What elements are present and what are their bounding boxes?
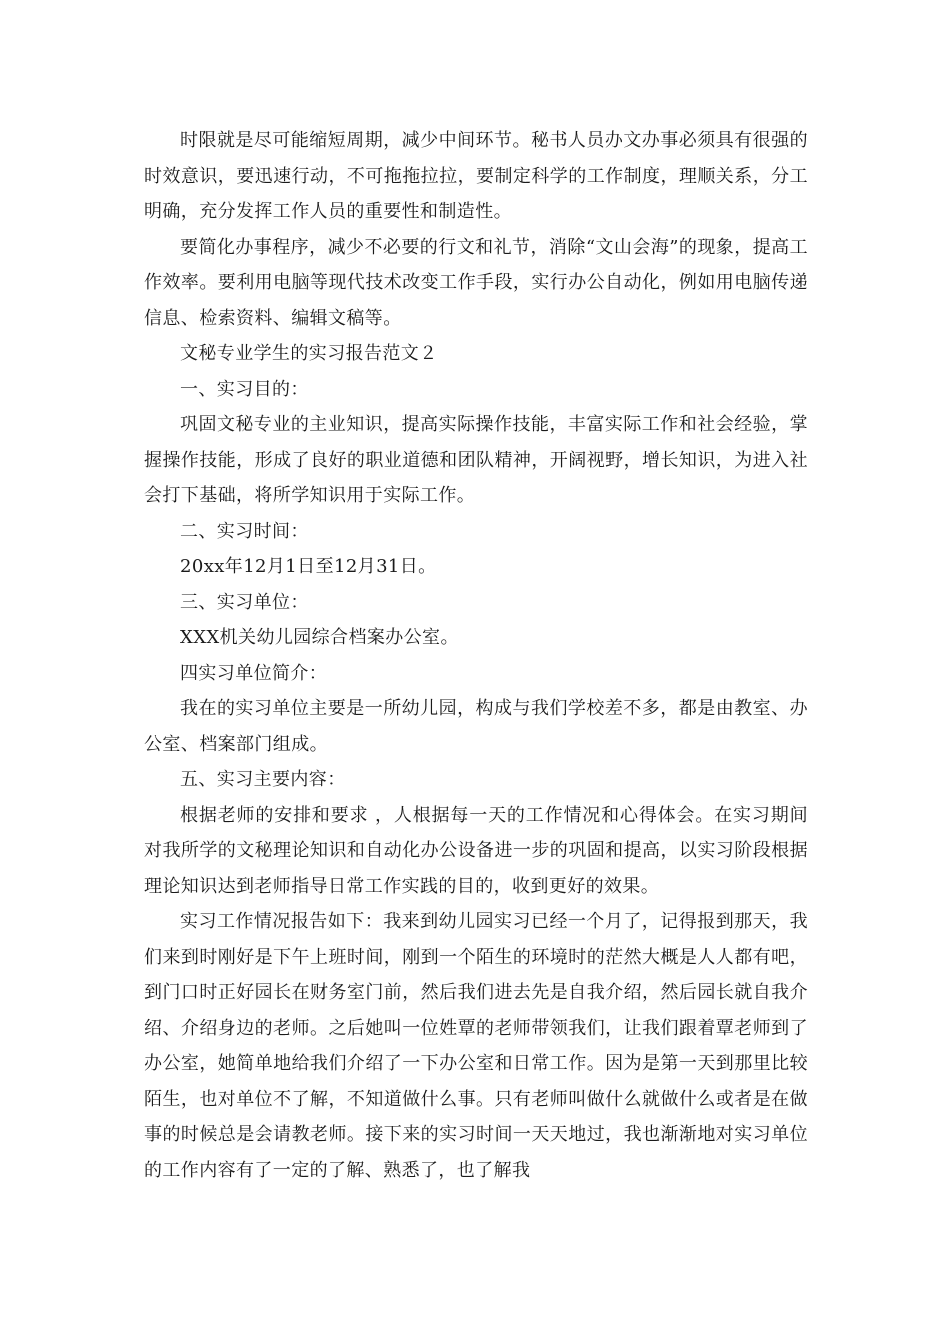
paragraph-unit-intro: 我在的实习单位主要是一所幼儿园，构成与我们学校差不多，都是由教室、办公室、档案部门组成。 xyxy=(144,698,808,755)
paragraph-unit: XXX机关幼儿园综合档案办公室。 xyxy=(180,627,459,648)
paragraph-content: 根据老师的安排和要求 ，人根据每一天的工作情况和心得体会。在实习期间对我所学的文秘理论知识和自动化办公设备进一步的巩固和提高，以实习阶段根据理论知识达到老师指导日常工作实践的目的，收到更好的效果。 xyxy=(144,804,808,897)
heading-unit: 三、实习单位： xyxy=(180,591,309,613)
heading-unit-intro: 四实习单位简介： xyxy=(180,662,328,684)
document-body xyxy=(144,123,808,1188)
heading-time: 二、实习时间： xyxy=(180,520,309,542)
paragraph-report: 实习工作情况报告如下：我来到幼儿园实习已经一个月了，记得报到那天，我们来到时刚好是下午上班时间，刚到一个陌生的环境时的茫然大概是人人都有吧，到门口时正好园长在财务室门前，然后我们进去先是自我介绍，然后园长就自我介绍、介绍身边的老师。之后她叫一位姓覃的老师带领我们，让我们跟着覃老师到了办公室，她简单地给我们介绍了一下办公室和日常工作。因为是第一天到那里比较陌生，也对单位不了解，不知道做什么事。只有老师叫做什么就做什么或者是在做事的时候总是会请教老师。接下来的实习时间一天天地过，我也渐渐地对实习单位的工作内容有了一定的了解、熟悉了，也了解我 xyxy=(144,911,808,1181)
paragraph-time: 20xx年12月1日至12月31日。 xyxy=(180,556,437,577)
paragraph-purpose: 巩固文秘专业的主业知识，提高实际操作技能，丰富实际工作和社会经验，掌握操作技能，形成了良好的职业道德和团队精神，开阔视野，增长知识，为进入社会打下基础，将所学知识用于实际工作。 xyxy=(144,414,808,506)
paragraph-1: 时限就是尽可能缩短周期，减少中间环节。秘书人员办文办事必须具有很强的时效意识，要迅速行动，不可拖拖拉拉，要制定科学的工作制度，理顺关系，分工明确，充分发挥工作人员的重要性和制造性。 xyxy=(144,130,808,222)
heading-purpose: 一、实习目的： xyxy=(180,378,309,400)
paragraph-2: 要简化办事程序，减少不必要的行文和礼节，消除“文山会海”的现象，提高工作效率。要利用电脑等现代技术改变工作手段，实行办公自动化，例如用电脑传递信息、检索资料、编辑文稿等。 xyxy=(144,236,808,329)
section-title: 文秘专业学生的实习报告范文２ xyxy=(180,343,438,364)
heading-content: 五、实习主要内容： xyxy=(180,769,346,790)
